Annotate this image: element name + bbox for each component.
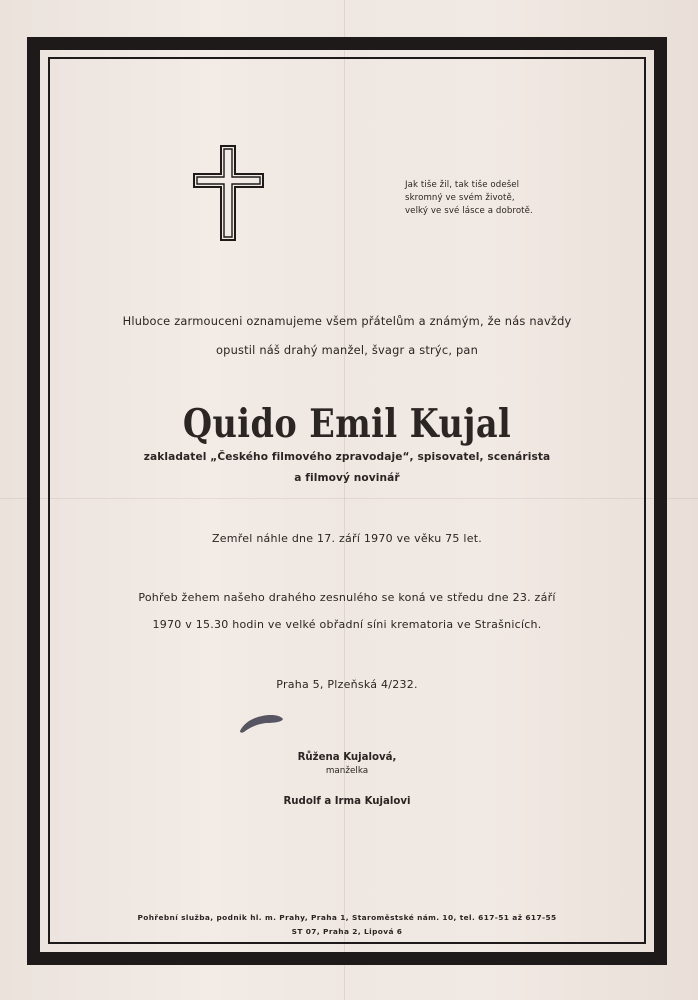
occupation-line-2: a filmový novinář	[294, 472, 400, 484]
motto-line: skromný ve svém životě,	[405, 193, 515, 203]
intro-line-1: Hluboce zarmouceni oznamujeme všem přátelům a známým, že nás navždy	[122, 314, 572, 328]
motto-line: velký ve své lásce a dobrotě.	[405, 206, 533, 216]
mourning-border-inner	[48, 57, 646, 944]
ink-blot	[238, 711, 286, 735]
funeral-line-2: 1970 v 15.30 hodin ve velké obřadní síni krematoria ve Strašnicích.	[152, 618, 542, 631]
address: Praha 5, Plzeňská 4/232.	[276, 678, 418, 691]
intro-line-2: opustil náš drahý manžel, švagr a strýc, pan	[215, 343, 479, 357]
footer-line-1: Pohřební služba, podnik hl. m. Prahy, Praha 1, Staroměstské nám. 10, tel. 617-51 až 617-55	[137, 913, 557, 922]
motto-line: Jak tiše žil, tak tiše odešel	[405, 180, 520, 190]
footer-line-2: ST 07, Praha 2, Lipová 6	[291, 927, 403, 936]
death-notice: Zemřel náhle dne 17. září 1970 ve věku 75 let.	[211, 532, 483, 545]
cross-icon	[193, 145, 265, 243]
occupation-line-1: zakladatel „Českého filmového zpravodaje“, spisovatel, scenárista	[143, 451, 551, 463]
signer-name-1: Růžena Kujalová,	[297, 752, 397, 763]
funeral-line-1: Pohřeb žehem našeho drahého zesnulého se koná ve středu dne 23. září	[138, 591, 556, 604]
signer-relation-1: manželka	[325, 766, 369, 776]
motto	[405, 179, 533, 218]
deceased-name: Quido Emil Kujal	[182, 401, 512, 447]
signer-name-2: Rudolf a Irma Kujalovi	[283, 796, 411, 807]
